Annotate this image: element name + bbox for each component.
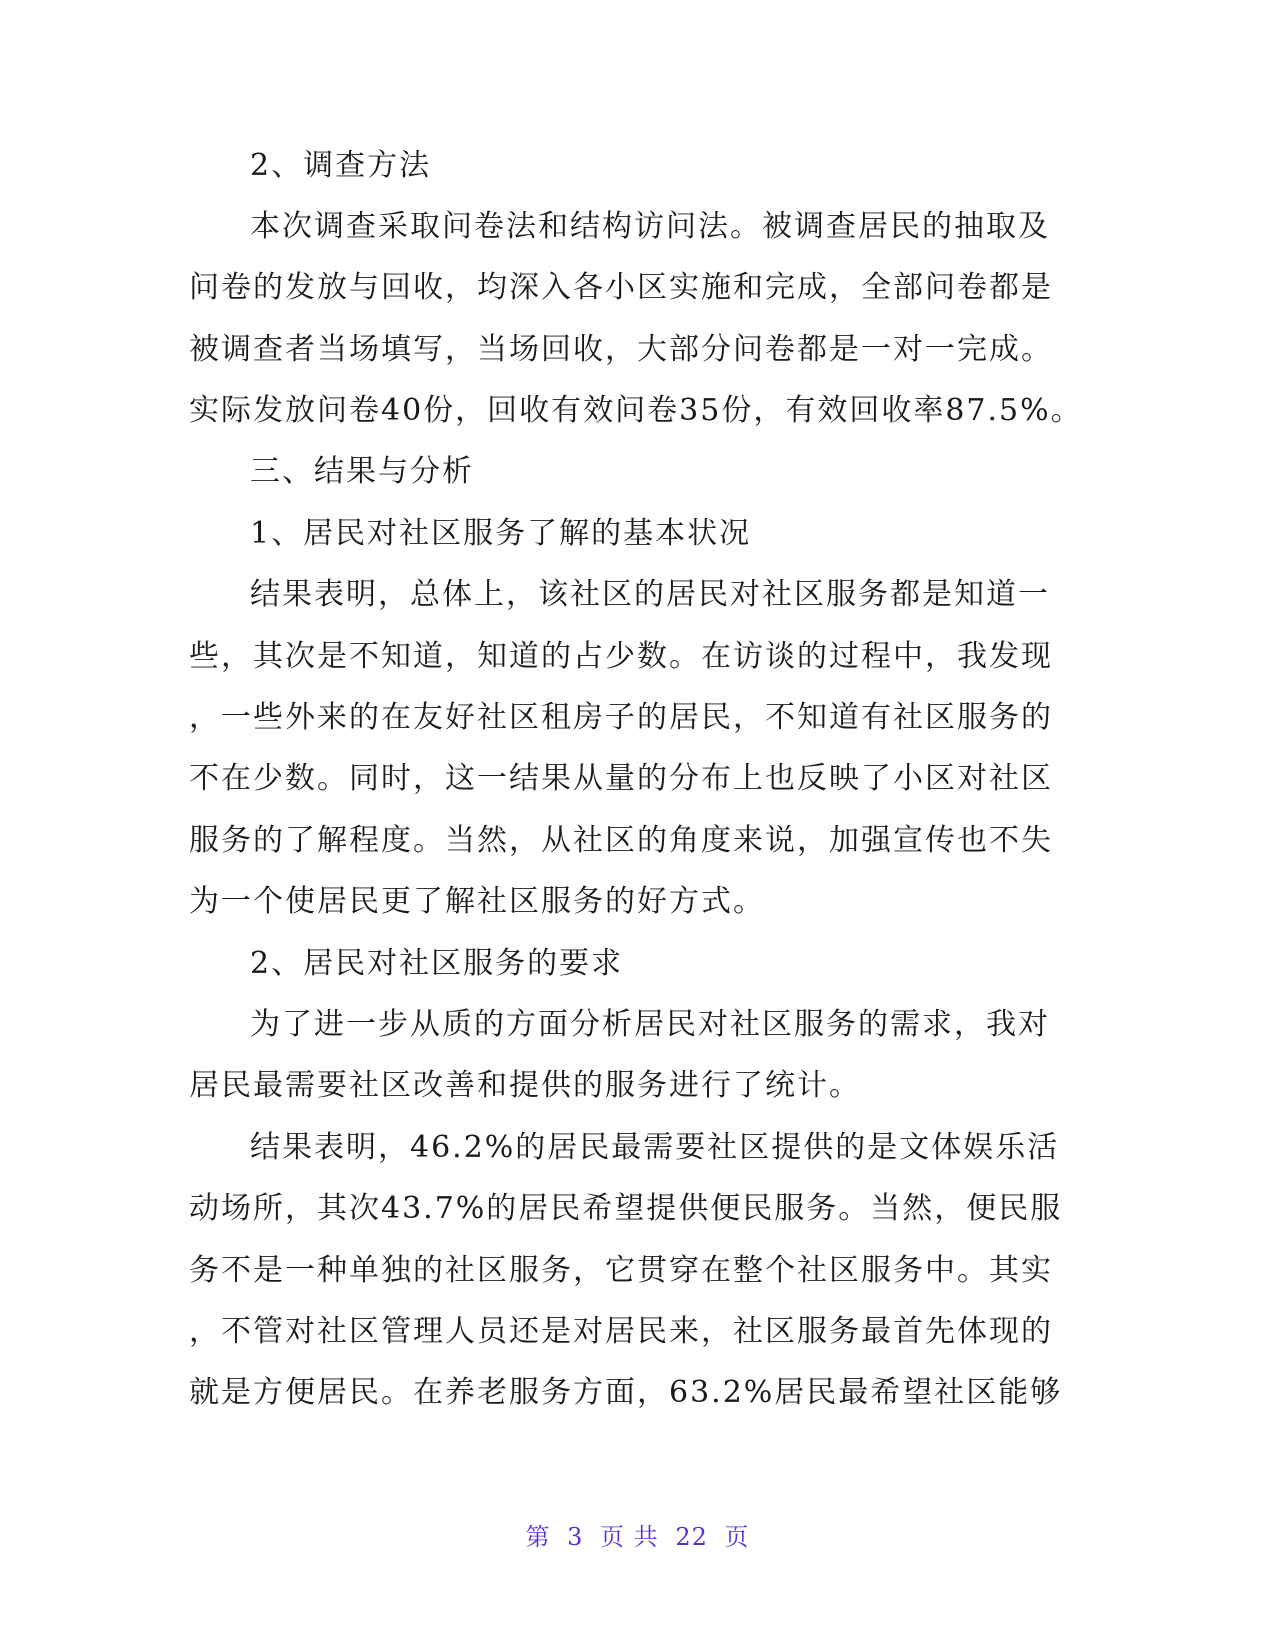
paragraph-line: 结果表明，46.2%的居民最需要社区提供的是文体娱乐活	[250, 1130, 1060, 1165]
paragraph-line: 结果表明，总体上，该社区的居民对社区服务都是知道一	[250, 577, 1050, 612]
paragraph-line: ，不管对社区管理人员还是对居民来，社区服务最首先体现的	[189, 1314, 1053, 1349]
paragraph-line: 务不是一种单独的社区服务，它贯穿在整个社区服务中。其实	[189, 1253, 1053, 1288]
footer-middle: 页 共	[600, 1523, 659, 1551]
paragraph-line: 本次调查采取问卷法和结构访问法。被调查居民的抽取及	[250, 209, 1050, 244]
paragraph-line: 为了进一步从质的方面分析居民对社区服务的需求，我对	[250, 1007, 1050, 1042]
footer-prefix: 第	[525, 1523, 551, 1551]
subsection-heading: 1、居民对社区服务了解的基本状况	[250, 516, 752, 551]
paragraph-line: 些，其次是不知道，知道的占少数。在访谈的过程中，我发现	[189, 639, 1053, 674]
paragraph-line: 居民最需要社区改善和提供的服务进行了统计。	[189, 1068, 861, 1103]
subsection-heading: 2、居民对社区服务的要求	[250, 946, 624, 981]
paragraph-line: 动场所，其次43.7%的居民希望提供便民服务。当然，便民服	[189, 1191, 1063, 1226]
paragraph-line: 为一个使居民更了解社区服务的好方式。	[189, 884, 765, 919]
paragraph-line: ，一些外来的在友好社区租房子的居民，不知道有社区服务的	[189, 700, 1053, 735]
paragraph-line: 服务的了解程度。当然，从社区的角度来说，加强宣传也不失	[189, 823, 1053, 858]
page-footer	[0, 1522, 1275, 1552]
paragraph-line: 不在少数。同时，这一结果从量的分布上也反映了小区对社区	[189, 761, 1053, 796]
section-heading: 2、调查方法	[250, 148, 432, 183]
footer-suffix: 页	[724, 1523, 750, 1551]
paragraph-line: 被调查者当场填写，当场回收，大部分问卷都是一对一完成。	[189, 332, 1053, 367]
paragraph-line: 实际发放问卷40份，回收有效问卷35份，有效回收率87.5%。	[189, 393, 1083, 428]
paragraph-line: 问卷的发放与回收，均深入各小区实施和完成，全部问卷都是	[189, 270, 1053, 305]
current-page-number: 3	[567, 1523, 584, 1551]
section-heading: 三、结果与分析	[250, 454, 474, 489]
total-page-count: 22	[675, 1523, 708, 1551]
paragraph-line: 就是方便居民。在养老服务方面，63.2%居民最希望社区能够	[189, 1375, 1063, 1410]
